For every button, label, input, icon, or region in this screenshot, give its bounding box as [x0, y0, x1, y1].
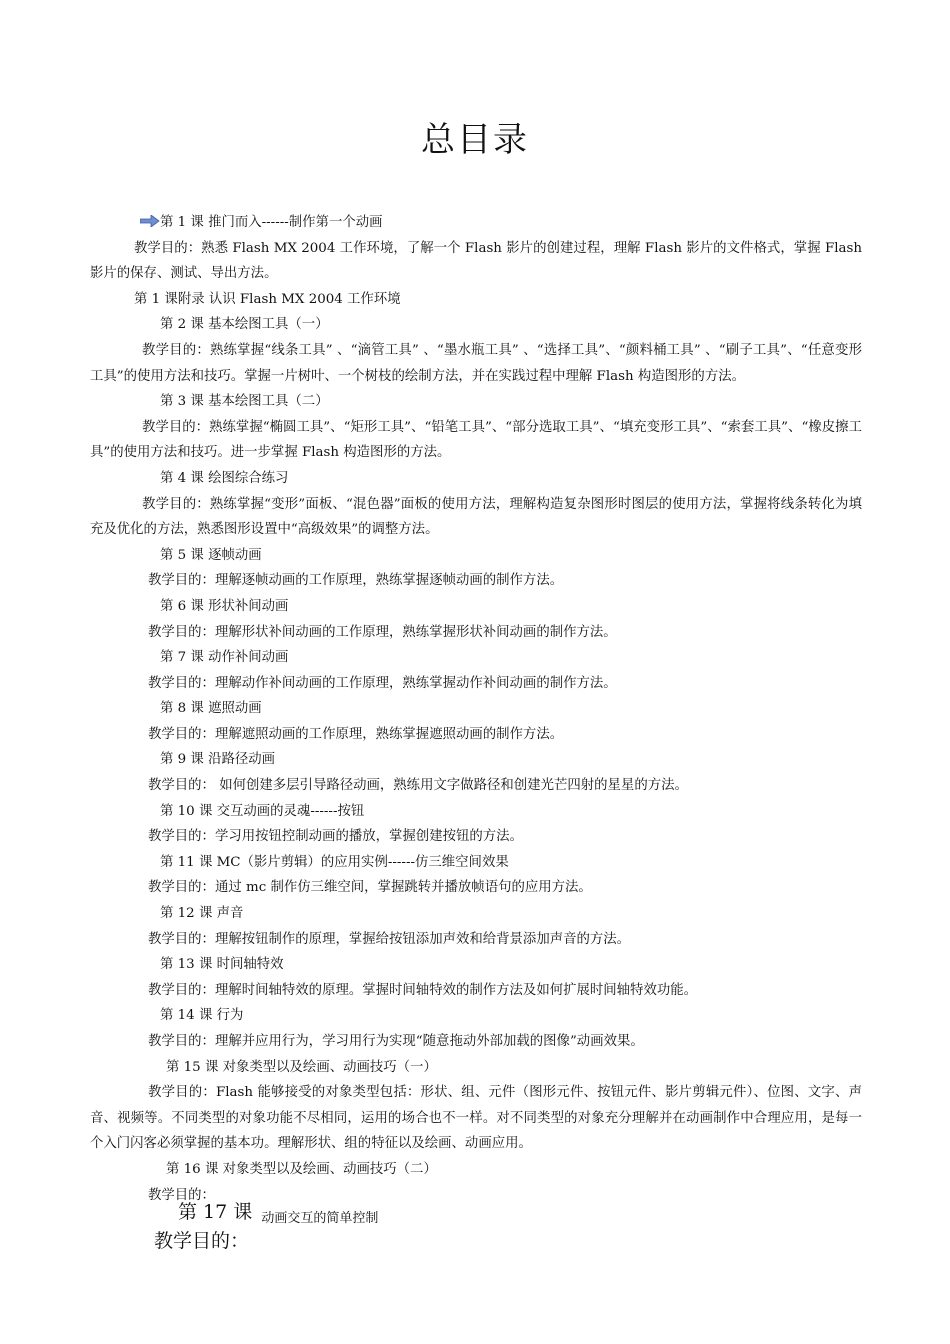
lesson-11-heading: 第 11 课 MC（影片剪辑）的应用实例------仿三维空间效果 [160, 854, 509, 870]
lesson-1-heading [90, 210, 862, 236]
lesson-14-heading: 第 14 课 行为 [160, 1008, 244, 1024]
lesson-16-heading: 第 16 课 对象类型以及绘画、动画技巧（二） [166, 1161, 437, 1177]
lesson-12-goal: 教学目的：理解按钮制作的原理，掌握给按钮添加声效和给背景添加声音的方法。 [148, 931, 631, 947]
lesson-3-goal: 教学目的：熟练掌握“椭圆工具”、“矩形工具”、“铅笔工具”、“部分选取工具”、“填充变形工具”、“索套工具”、“橡皮擦工具”的使用方法和技巧。进一步掌握 Flash 构造图形的方法。 [90, 419, 862, 461]
lesson-3-heading: 第 3 课 基本绘图工具（二） [160, 394, 329, 410]
lesson-11-goal: 教学目的：通过 mc 制作仿三维空间，掌握跳转并播放帧语句的应用方法。 [148, 880, 592, 896]
lesson-4-goal: 教学目的：熟练掌握“变形”面板、“混色器”面板的使用方法，理解构造复杂图形时图层的使用方法，掌握将线条转化为填充及优化的方法，熟悉图形设置中“高级效果”的调整方法。 [90, 496, 862, 538]
page-title: 总目录 [421, 120, 529, 160]
lesson-1-goal: 教学目的：熟悉 Flash MX 2004 工作环境，了解一个 Flash 影片的创建过程，理解 Flash 影片的文件格式，掌握 Flash 影片的保存、测试、导出方法。 [90, 240, 862, 282]
lesson-17-number: 第 17 课 [178, 1201, 253, 1223]
lesson-7-goal: 教学目的：理解动作补间动画的工作原理，熟练掌握动作补间动画的制作方法。 [148, 675, 617, 691]
lesson-4-heading: 第 4 课 绘图综合练习 [160, 470, 289, 486]
lesson-17-title: 动画交互的简单控制 [261, 1211, 379, 1226]
lesson-9-heading: 第 9 课 沿路径动画 [160, 752, 276, 768]
lesson-9-goal: 教学目的： 如何创建多层引导路径动画，熟练用文字做路径和创建光芒四射的星星的方法。 [148, 778, 688, 794]
right-arrow-icon [140, 215, 160, 227]
lesson-8-goal: 教学目的：理解遮照动画的工作原理，熟练掌握遮照动画的制作方法。 [148, 726, 564, 742]
lesson-7-heading: 第 7 课 动作补间动画 [160, 650, 289, 666]
toc-body [90, 210, 862, 1208]
lesson-2-heading: 第 2 课 基本绘图工具（一） [160, 317, 329, 333]
lesson-12-heading: 第 12 课 声音 [160, 906, 244, 922]
lesson-6-goal: 教学目的：理解形状补间动画的工作原理，熟练掌握形状补间动画的制作方法。 [148, 624, 617, 640]
lesson-17-goal: 教学目的： [154, 1230, 250, 1252]
lesson-heading-text: 第 1 课 推门而入------制作第一个动画 [160, 215, 383, 230]
lesson-6-heading: 第 6 课 形状补间动画 [160, 598, 289, 614]
lesson-16-goal: 教学目的： [148, 1187, 215, 1203]
lesson-14-goal: 教学目的：理解并应用行为，学习用行为实现“随意拖动外部加载的图像”动画效果。 [148, 1034, 644, 1049]
lesson-1-appendix-heading: 第 1 课附录 认识 Flash MX 2004 工作环境 [134, 291, 401, 307]
lesson-10-goal: 教学目的：学习用按钮控制动画的播放，掌握创建按钮的方法。 [148, 829, 523, 845]
lesson-8-heading: 第 8 课 遮照动画 [160, 701, 262, 717]
lesson-15-goal: 教学目的：Flash 能够接受的对象类型包括：形状、组、元件（图形元件、按钮元件、影片剪辑元件）、位图、文字、声音、视频等。不同类型的对象功能不尽相同，运用的场合也不一样。对不同类型的对象充分理解并在动画制作中合理应用，是每一个入门闪客必须掌握的基本功。理解形状、组的特征以及绘画、动画应用。 [90, 1085, 862, 1152]
lesson-2-goal: 教学目的：熟练掌握“线条工具” 、“滴管工具” 、“墨水瓶工具” 、“选择工具”、“颜料桶工具” 、“刷子工具”、“任意变形工具”的使用方法和技巧。掌握一片树叶、一个树枝的绘制方法，并在实践过程中理解 Flash 构造图形的方法。 [90, 342, 862, 384]
lesson-15-heading: 第 15 课 对象类型以及绘画、动画技巧（一） [166, 1059, 437, 1075]
lesson-10-heading: 第 10 课 交互动画的灵魂------按钮 [160, 803, 365, 819]
lesson-13-heading: 第 13 课 时间轴特效 [160, 957, 284, 973]
lesson-13-goal: 教学目的：理解时间轴特效的原理。掌握时间轴特效的制作方法及如何扩展时间轴特效功能。 [148, 982, 698, 998]
lesson-5-goal: 教学目的：理解逐帧动画的工作原理，熟练掌握逐帧动画的制作方法。 [148, 573, 564, 589]
lesson-5-heading: 第 5 课 逐帧动画 [160, 547, 262, 563]
lesson-17-heading [178, 1197, 378, 1224]
